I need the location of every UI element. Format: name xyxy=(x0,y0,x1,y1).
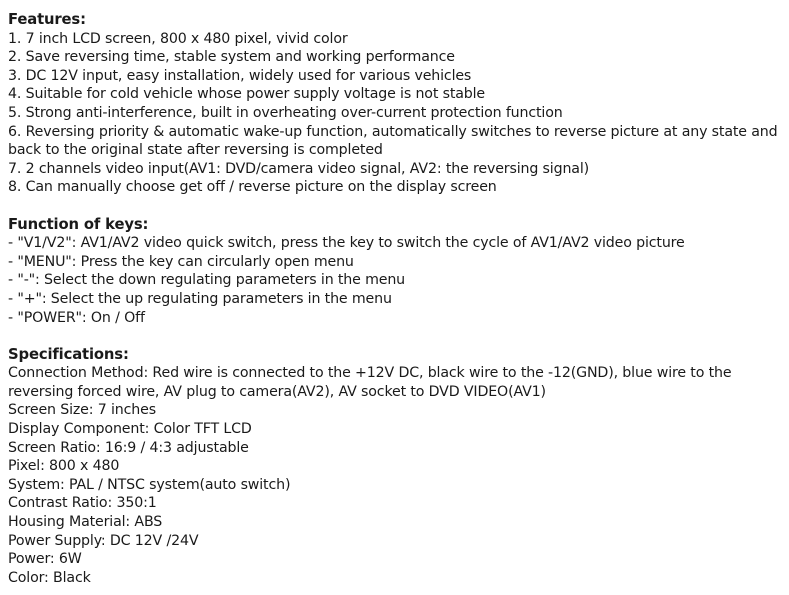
key-item: - "V1/V2": AV1/AV2 video quick switch, press the key to switch the cycle of AV1/AV2 video picture xyxy=(8,235,685,252)
feature-item: 2. Save reversing time, stable system and working performance xyxy=(8,49,455,66)
spec-item: Screen Size: 7 inches xyxy=(8,402,156,419)
feature-item: 6. Reversing priority & automatic wake-up function, automatically switches to reverse picture at any state and back to the original state after reversing is completed xyxy=(8,123,778,159)
key-item: - "+": Select the up regulating parameters in the menu xyxy=(8,290,392,307)
feature-item: 8. Can manually choose get off / reverse picture on the display screen xyxy=(8,179,497,196)
feature-item: 5. Strong anti-interference, built in overheating over-current protection function xyxy=(8,104,563,121)
feature-item: 1. 7 inch LCD screen, 800 x 480 pixel, vivid color xyxy=(8,30,348,47)
section-divider xyxy=(8,197,780,216)
spec-item: Screen Ratio: 16:9 / 4:3 adjustable xyxy=(8,439,249,456)
features-section xyxy=(8,11,780,197)
product-description xyxy=(8,11,780,587)
spec-item: Display Component: Color TFT LCD xyxy=(8,421,252,438)
keys-heading: Function of keys: xyxy=(8,215,149,233)
spec-item: System: PAL / NTSC system(auto switch) xyxy=(8,476,291,493)
section-divider xyxy=(8,327,780,346)
feature-item: 4. Suitable for cold vehicle whose power supply voltage is not stable xyxy=(8,86,486,103)
spec-item: Power: 6W xyxy=(8,551,82,568)
feature-item: 7. 2 channels video input(AV1: DVD/camera video signal, AV2: the reversing signal) xyxy=(8,160,590,177)
spec-item: Connection Method: Red wire is connected to the +12V DC, black wire to the -12(GND), blue wire to the reversing forced wire, AV plug to camera(AV2), AV socket to DVD VIDEO(AV1) xyxy=(8,365,732,400)
key-item: - "POWER": On / Off xyxy=(8,309,145,326)
spec-item: Color: Black xyxy=(8,569,91,586)
features-heading: Features: xyxy=(8,11,86,28)
key-item: - "MENU": Press the key can circularly open menu xyxy=(8,253,354,270)
specs-heading: Specifications: xyxy=(8,345,129,363)
spec-item: Power Supply: DC 12V /24V xyxy=(8,532,199,549)
spec-item: Contrast Ratio: 350:1 xyxy=(8,495,157,512)
feature-item: 3. DC 12V input, easy installation, widely used for various vehicles xyxy=(8,67,472,84)
key-item: - "-": Select the down regulating parameters in the menu xyxy=(8,272,406,289)
specs-section xyxy=(8,346,780,588)
spec-item: Housing Material: ABS xyxy=(8,514,163,531)
keys-section xyxy=(8,216,780,328)
spec-item: Pixel: 800 x 480 xyxy=(8,458,120,475)
